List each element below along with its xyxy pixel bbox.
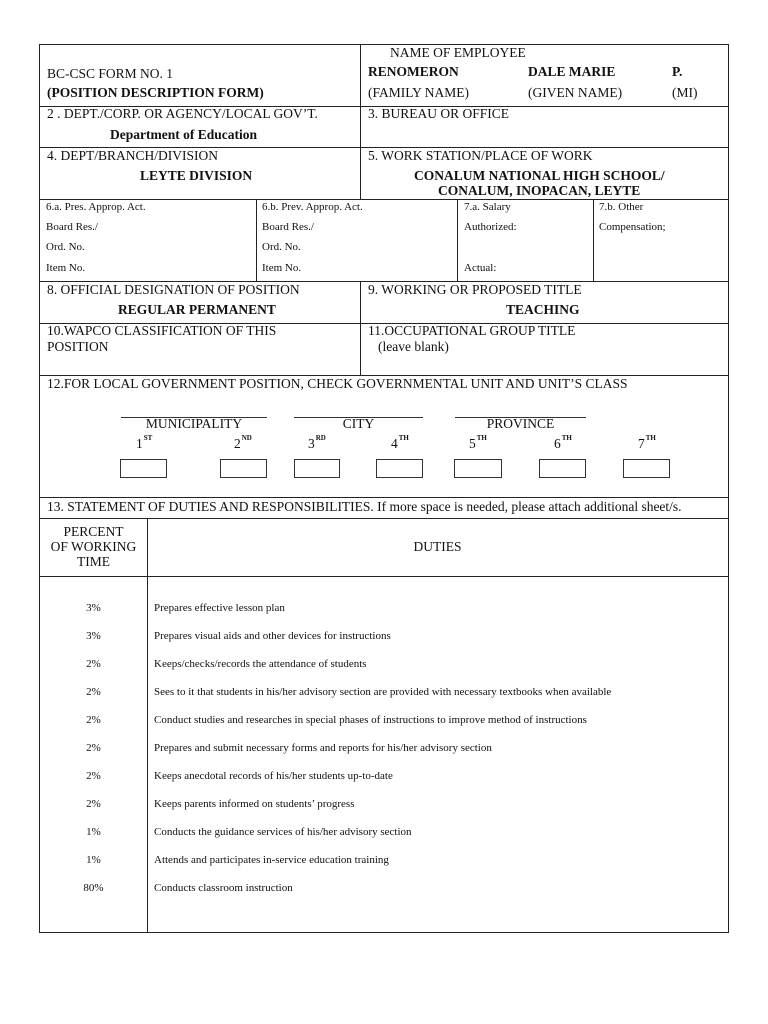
duty-percent: 2% [86,742,101,754]
station-value-2: CONALUM, INOPACAN, LEYTE [438,183,641,198]
province-label: PROVINCE [486,416,555,431]
class-6-checkbox[interactable] [539,459,586,478]
col-percent-line-3: TIME [77,554,110,569]
other-comp-title: 7.b. Other [599,201,644,213]
wapco-label-1: 10.WAPCO CLASSIFICATION OF THIS [47,323,277,338]
occupational-label: 11.OCCUPATIONAL GROUP TITLE [368,323,576,338]
duty-text: Keeps/checks/records the attendance of students [154,658,367,670]
dept-value: Department of Education [110,127,257,142]
divider [360,147,361,199]
form-number: BC-CSC FORM NO. 1 [47,66,174,81]
family-name-value: RENOMERON [368,64,459,79]
duty-percent: 2% [86,658,101,670]
duty-percent: 2% [86,798,101,810]
duty-percent: 2% [86,770,101,782]
divider [360,106,361,147]
salary-actual: Actual: [464,262,497,274]
prev-approp-title: 6.b. Prev. Approp. Act. [262,201,363,213]
class-2-checkbox[interactable] [220,459,267,478]
class-label-5: 5TH [469,434,487,451]
duty-percent: 3% [86,602,101,614]
duty-text: Conducts the guidance services of his/her advisory section [154,826,412,838]
branch-value: LEYTE DIVISION [140,168,253,183]
class-1-checkbox[interactable] [120,459,167,478]
working-title-value: TEACHING [506,302,580,317]
bureau-label: 3. BUREAU OR OFFICE [368,106,510,121]
other-comp-label: Compensation; [599,221,666,233]
salary-title: 7.a. Salary [464,201,511,213]
class-3-checkbox[interactable] [294,459,340,478]
pres-ord-no: Ord. No. [46,241,85,253]
divider [360,281,361,375]
pres-item-no: Item No. [46,262,86,274]
family-name-label: (FAMILY NAME) [368,85,470,100]
class-label-2: 2ND [234,434,252,451]
duty-text: Keeps parents informed on students’ progress [154,798,355,810]
station-label: 5. WORK STATION/PLACE OF WORK [368,148,593,163]
city-label: CITY [342,416,375,431]
duty-text: Sees to it that students in his/her advisory section are provided with necessary textbooks when available [154,686,612,698]
duty-percent: 80% [83,882,104,894]
position-description-form [39,44,729,933]
duty-text: Conducts classroom instruction [154,882,293,894]
class-label-7: 7TH [638,434,656,451]
duty-text: Prepares and submit necessary forms and reports for his/her advisory section [154,742,492,754]
name-label: NAME OF EMPLOYEE [390,45,526,60]
class-5-checkbox[interactable] [454,459,502,478]
salary-authorized: Authorized: [464,221,517,233]
pres-approp-title: 6.a. Pres. Approp. Act. [46,201,146,213]
class-label-6: 6TH [554,434,572,451]
divider [593,199,594,281]
branch-label: 4. DEPT/BRANCH/DIVISION [47,148,219,163]
col-percent-line-1: PERCENT [63,524,124,539]
divider [40,497,728,498]
duty-percent: 1% [86,854,101,866]
duties-section-label: 13. STATEMENT OF DUTIES AND RESPONSIBILITIES. If more space is needed, please attach additional sheet/s. [47,499,682,514]
class-label-1: 1ST [136,434,153,451]
occupational-value: (leave blank) [378,339,449,354]
duty-percent: 2% [86,686,101,698]
pres-board-res: Board Res./ [46,221,98,233]
col-percent-line-2: OF WORKING [50,539,137,554]
class-label-3: 3RD [308,434,326,451]
working-title-label: 9. WORKING OR PROPOSED TITLE [368,282,582,297]
col-duties-header: DUTIES [413,539,462,554]
class-4-checkbox[interactable] [376,459,423,478]
duty-percent: 2% [86,714,101,726]
divider [40,518,728,519]
middle-initial-value: P. [672,64,683,79]
given-name-value: DALE MARIE [528,64,616,79]
divider [40,199,728,200]
divider [40,576,728,577]
municipality-label: MUNICIPALITY [145,416,243,431]
duty-percent: 3% [86,630,101,642]
dept-label: 2 . DEPT./CORP. OR AGENCY/LOCAL GOV’T. [47,106,318,121]
duty-text: Prepares visual aids and other devices for instructions [154,630,391,642]
class-label-4: 4TH [391,434,409,451]
divider [360,45,361,106]
wapco-label-2: POSITION [47,339,109,354]
divider [256,199,257,281]
form-title: (POSITION DESCRIPTION FORM) [47,85,264,100]
divider [457,199,458,281]
prev-board-res: Board Res./ [262,221,314,233]
duty-text: Prepares effective lesson plan [154,602,285,614]
prev-ord-no: Ord. No. [262,241,301,253]
local-gov-label: 12.FOR LOCAL GOVERNMENT POSITION, CHECK GOVERNMENTAL UNIT AND UNIT’S CLASS [47,376,628,391]
prev-item-no: Item No. [262,262,302,274]
official-designation-value: REGULAR PERMANENT [118,302,276,317]
duty-text: Keeps anecdotal records of his/her students up-to-date [154,770,393,782]
class-7-checkbox[interactable] [623,459,670,478]
duty-text: Conduct studies and researches in special phases of instructions to improve method of instructions [154,714,587,726]
duty-percent: 1% [86,826,101,838]
duty-text: Attends and participates in-service education training [154,854,389,866]
divider [147,518,148,933]
mi-label: (MI) [672,85,698,100]
station-value-1: CONALUM NATIONAL HIGH SCHOOL/ [414,168,665,183]
given-name-label: (GIVEN NAME) [528,85,623,100]
official-designation-label: 8. OFFICIAL DESIGNATION OF POSITION [47,282,300,297]
